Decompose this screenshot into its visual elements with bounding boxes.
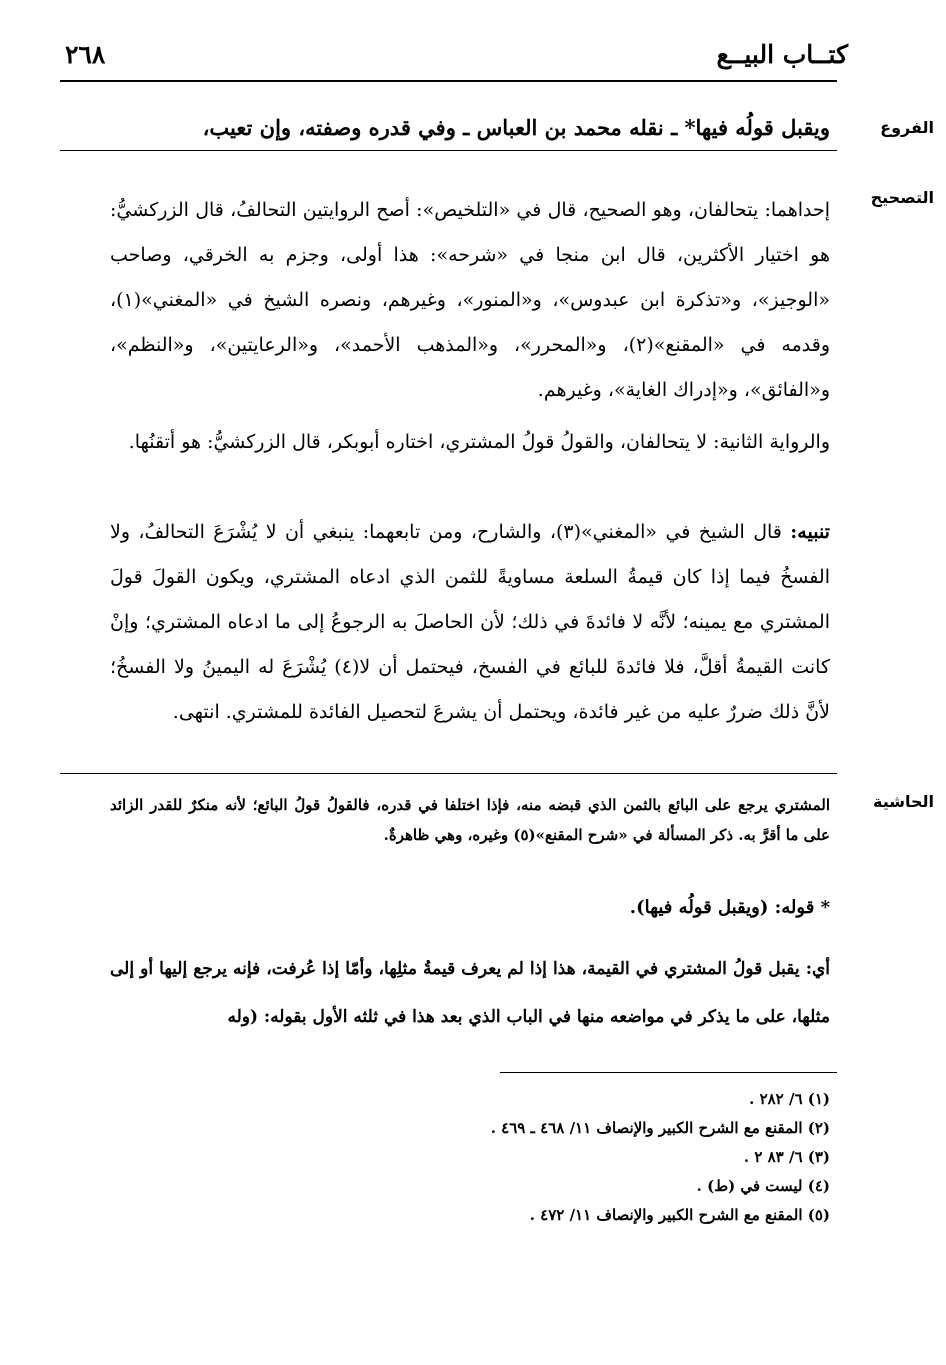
page-number: ٢٦٨ xyxy=(65,40,106,69)
side-label-furu: الفروع xyxy=(880,118,934,137)
footnotes xyxy=(330,1085,830,1230)
hashia-text: المشتري يرجع على البائع بالثمن الذي قبضه منه، فإذا اختلفا في قدره، فالقولُ قولُ البائع؛ لأنه منكرٌ للقدر الزائد على ما أقرَّ به. ذكر المسألة في «شرح المقنع»(٥) وغيره، وهي ظاهرةٌ. xyxy=(110,796,830,844)
tanbih-text: قال الشيخ في «المغني»(٣)، والشارح، ومن تابعهما: ينبغي أن لا يُشْرَعَ التحالفُ، ولا الفسخُ فيما إذا كان قيمةُ السلعة مساويةً للثمن الذي ادعاه المشتري، ويكون القولَ قولَ المشتري مع يمينه؛ لأنَّه لا فائدةَ في ذلك؛ لأن الحاصلَ به الرجوعُ إلى ما ادعاه المشتري؛ وإنْ كانت القيمةُ أقلَّ، فلا فائدةَ للبائع في الفسخ، فيحتمل أن لا(٤) يُشْرَعَ له اليمينُ ولا الفسخُ؛ لأنَّ ذلك ضررٌ عليه من غير فائدة، ويحتمل أن يشرعَ لتحصيل الفائدة للمشتري. انتهى. xyxy=(110,521,830,723)
header-rule xyxy=(60,80,837,82)
qawluhu-heading: * قوله: (ويقبل قولُه فيها). xyxy=(629,897,830,918)
tashih-para2-text: والرواية الثانية: لا يتحالفان، والقولُ قولُ المشتري، اختاره أبوبكر، قال الزركشيُّ: هو أتقنُها. xyxy=(128,431,830,453)
side-label-hashia: الحاشية xyxy=(873,792,934,811)
footnote-3: (٣) ٦/ ٨٣ ٢ . xyxy=(743,1148,830,1166)
tanbih-label: تنبيه: xyxy=(790,521,830,543)
footnote-5: (٥) المقنع مع الشرح الكبير والإنصاف ١١/ ٤٧٢ . xyxy=(529,1206,830,1224)
footnote-1: (١) ٦/ ٢٨٢ . xyxy=(749,1090,830,1108)
tashih-paragraph-2 xyxy=(110,420,830,465)
footnote-4: (٤) ليست في (ط) . xyxy=(696,1177,830,1195)
running-title: كتــاب البيــع xyxy=(716,40,848,69)
hashia-divider xyxy=(60,773,837,774)
footnote-rule xyxy=(500,1072,837,1073)
footnote-2: (٢) المقنع مع الشرح الكبير والإنصاف ١١/ ٤٦٨ ـ ٤٦٩ . xyxy=(490,1119,830,1137)
furu-text: ويقبل قولُه فيها* ـ نقله محمد بن العباس ـ وفي قدره وصفته، وإن تعيب، xyxy=(202,115,830,140)
tanbih-paragraph xyxy=(110,510,830,735)
furu-divider xyxy=(60,150,837,151)
side-label-tashih: التصحيح xyxy=(870,188,934,207)
tashih-para1-text: إحداهما: يتحالفان، وهو الصحيح، قال في «التلخيص»: أصح الروايتين التحالفُ، قال الزركشيُّ: هو اختيار الأكثرين، قال ابن منجا في «شرحه»: هذا أولى، وجزم به الخرقي، وصاحب «الوجيز»، و«تذكرة ابن عبدوس»، و«المنور»، وغيرهم، ونصره الشيخ في «المغني»(١)، وقدمه في «المقنع»(٢)، و«المحرر»، و«المذهب الأحمد»، و«الرعايتين»، و«النظم»، و«الفائق»، و«إدراك الغاية»، وغيرهم. xyxy=(110,199,830,401)
tashih-paragraph-1 xyxy=(110,188,830,413)
tanbih-body xyxy=(110,510,830,735)
hashia-explanation: أي: يقبل قولُ المشتري في القيمة، هذا إذا لم يعرف قيمةُ مثلِها، وأمّا إذا عُرفت، فإنه يرجع إليها أو إلى مثلها، على ما يذكر في مواضعه منها في الباب الذي بعد هذا في ثلثه الأول بقوله: (وله xyxy=(110,959,830,1027)
